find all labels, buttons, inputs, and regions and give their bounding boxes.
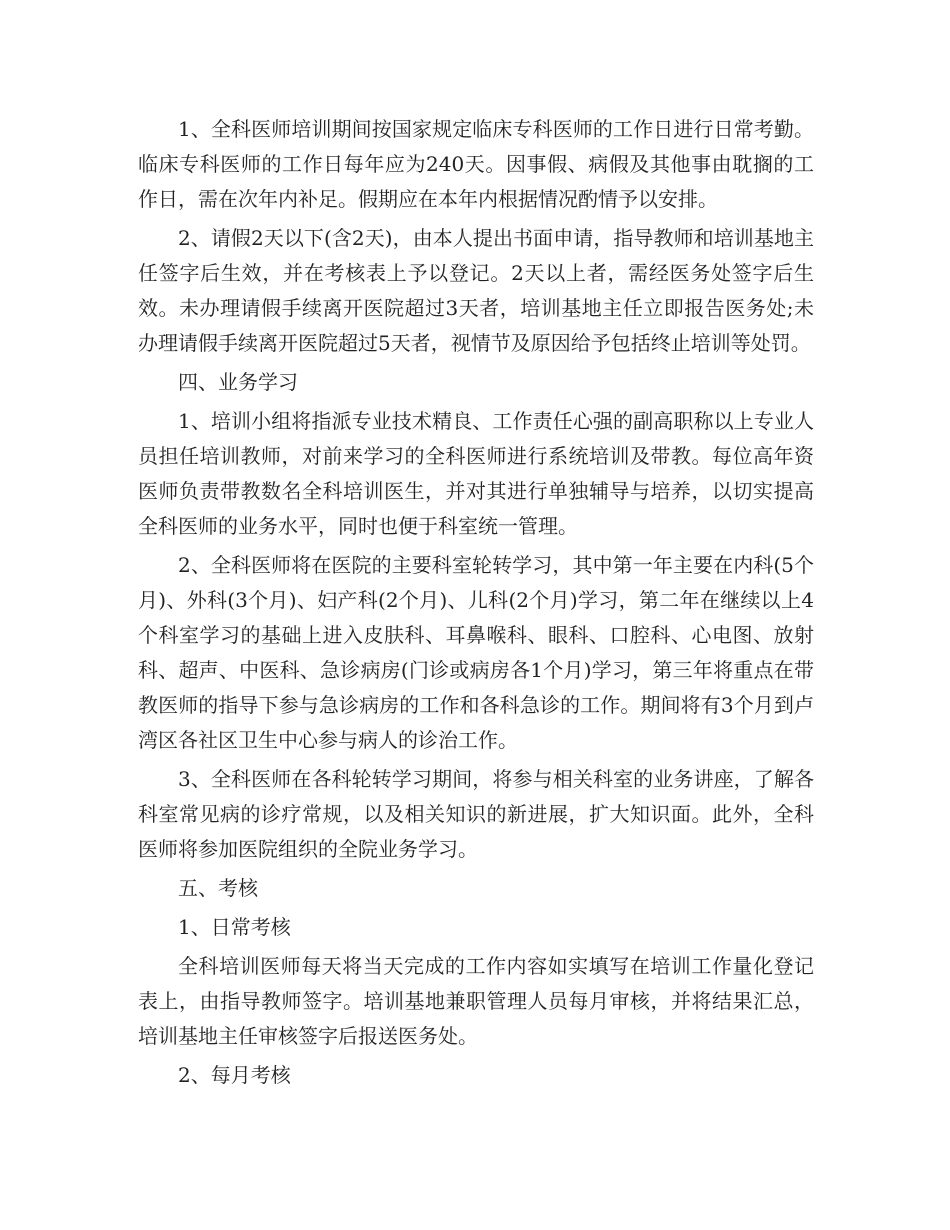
paragraph-lectures: 3、全科医师在各科轮转学习期间，将参与相关科室的业务讲座，了解各科室常见病的诊疗常规，以及相关知识的新进展，扩大知识面。此外，全科医师将参加医院组织的全院业务学习。 (138, 767, 814, 861)
document-body (138, 112, 814, 1097)
paragraph-training-group: 1、培训小组将指派专业技术精良、工作责任心强的副高职称以上专业人员担任培训教师，对前来学习的全科医师进行系统培训及带教。每位高年资医师负责带教数名全科培训医生，并对其进行单独辅导与培养，以切实提高全科医师的业务水平，同时也便于科室统一管理。 (138, 409, 814, 538)
section-heading-assessment: 五、考核 (178, 876, 258, 900)
paragraph-attendance: 1、全科医师培训期间按国家规定临床专科医师的工作日进行日常考勤。临床专科医师的工作日每年应为240天。因事假、病假及其他事由耽搁的工作日，需在次年内补足。假期应在本年内根据情况酌情予以安排。 (138, 117, 814, 211)
paragraph-daily-assessment: 全科培训医师每天将当天完成的工作内容如实填写在培训工作量化登记表上，由指导教师签字。培训基地兼职管理人员每月审核，并将结果汇总，培训基地主任审核签字后报送医务处。 (138, 954, 814, 1048)
paragraph-rotation: 2、全科医师将在医院的主要科室轮转学习，其中第一年主要在内科(5个月)、外科(3个月)、妇产科(2个月)、儿科(2个月)学习，第二年在继续以上4个科室学习的基础上进入皮肤科、耳鼻喉科、眼科、口腔科、心电图、放射科、超声、中医科、急诊病房(门诊或病房各1个月)学习，第三年将重点在带教医师的指导下参与急诊病房的工作和各科急诊的工作。期间将有3个月到卢湾区各社区卫生中心参与病人的诊治工作。 (138, 553, 814, 752)
paragraph-leave-request: 2、请假2天以下(含2天)，由本人提出书面申请，指导教师和培训基地主任签字后生效，并在考核表上予以登记。2天以上者，需经医务处签字后生效。未办理请假手续离开医院超过3天者，培训基地主任立即报告医务处;未办理请假手续离开医院超过5天者，视情节及原因给予包括终止培训等处罚。 (138, 226, 814, 355)
section-heading-study: 四、业务学习 (178, 370, 298, 394)
subheading-daily-assessment: 1、日常考核 (178, 915, 291, 939)
subheading-monthly-assessment: 2、每月考核 (178, 1063, 291, 1087)
